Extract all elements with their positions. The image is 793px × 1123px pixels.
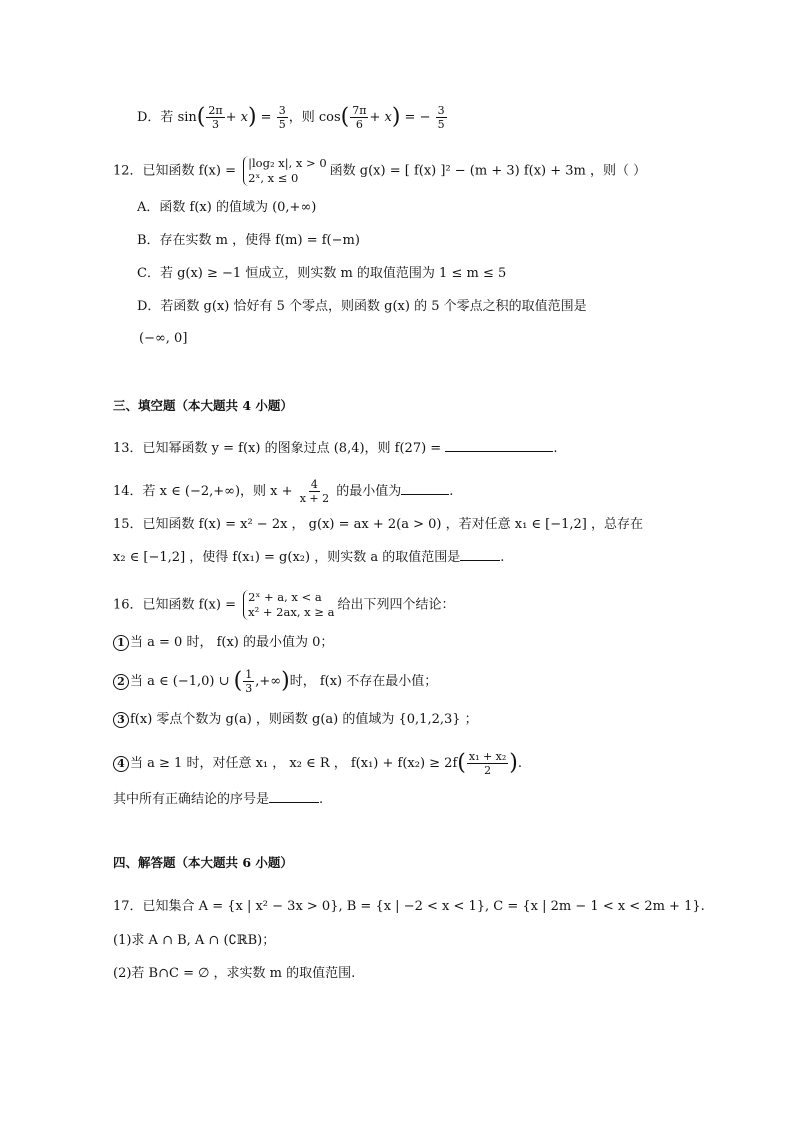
q16-statement-2: 2 当 a ∈ (−1,0) ∪ ( $\frac{1}{3}$ ,+∞)时， f(x) 不存在最小值； [113,668,437,695]
q12-option-c: C．若 g(x) ≥ −1 恒成立，则实数 m 的取值范围为 1 ≤ m ≤ 5 [137,266,507,281]
circled-number-icon: 4 [113,756,129,772]
answer-blank [460,548,500,561]
q12-stem: 12．已知函数 f(x) = |log₂ x|, x > 0 2ˣ, x ≤ 0 函数 g(x) = [ f(x) ]² − (m + 3) f(x) + 3m ，则（ ） [113,156,647,185]
q12-option-a: A．函数 f(x) 的值域为 (0,+∞) [137,200,317,215]
piecewise-brace: 2ˣ + a, x < a x² + 2ax, x ≥ a [243,590,334,620]
section-fill-in-heading: 三、填空题（本大题共 4 小题） [113,398,293,413]
answer-blank [269,790,319,803]
q15-line2: x₂ ∈ [−1,2] ，使得 f(x₁) = g(x₂) ，则实数 a 的取值范围是 . [113,550,505,565]
q11-option-d: D．若 sin( $\frac{2\pi}{3}$ + x) = $\frac{3}{5}$ ，则 cos( $\frac{7\pi}{6}$ + x) = − $\frac{3}{5}$ [137,104,445,131]
circled-number-icon: 3 [113,712,129,728]
q15-line1: 15．已知函数 f(x) = x² − 2x ， g(x) = ax + 2(a > 0) ，若对任意 x₁ ∈ [−1,2] ，总存在 [113,517,644,532]
q12-option-d: D．若函数 g(x) 恰好有 5 个零点，则函数 g(x) 的 5 个零点之积的取值范围是 [137,299,587,314]
q16-statement-4: 4 当 a ≥ 1 时，对任意 x₁ ， x₂ ∈ R ， f(x₁) + f(x₂) ≥ 2f( $\frac{\text{x₁ + x₂}}{2}$ ). [113,750,522,777]
q12-option-b: B．存在实数 m ，使得 f(m) = f(−m) [137,233,360,248]
q16-ask: 其中所有正确结论的序号是 . [113,792,324,807]
section-answer-heading: 四、解答题（本大题共 6 小题） [113,855,293,870]
piecewise-brace: |log₂ x|, x > 0 2ˣ, x ≤ 0 [243,156,327,186]
q17-part1: (1)求 A ∩ B, A ∩ (∁ℝB)； [113,933,276,948]
circled-number-icon: 1 [113,635,129,651]
answer-blank [445,439,553,452]
q16-stem: 16．已知函数 f(x) = 2ˣ + a, x < a x² + 2ax, x ≥ a 给出下列四个结论： [113,590,455,619]
q17-part2: (2)若 B∩C = ∅ ，求实数 m 的取值范围. [113,966,356,981]
q16-statement-1: 1 当 a = 0 时， f(x) 的最小值为 0； [113,633,333,653]
q17-stem: 17．已知集合 A = {x | x² − 3x > 0}, B = {x | −2 < x < 1}, C = {x | 2m − 1 < x < 2m + 1}. [113,899,705,914]
q12-option-d-cont: (−∞, 0] [139,331,188,346]
q13: 13．已知幂函数 y = f(x) 的图象过点 (8,4)，则 f(27) = . [113,441,558,456]
q16-statement-3: 3 f(x) 零点个数为 g(a) ，则函数 g(a) 的值域为 {0,1,2,3} ； [113,710,478,730]
circled-number-icon: 2 [113,674,129,690]
answer-blank [401,482,449,495]
q14: 14．若 x ∈ (−2,+∞)，则 x + $\frac{4}{x + 2}$ 的最小值为 . [113,478,454,505]
